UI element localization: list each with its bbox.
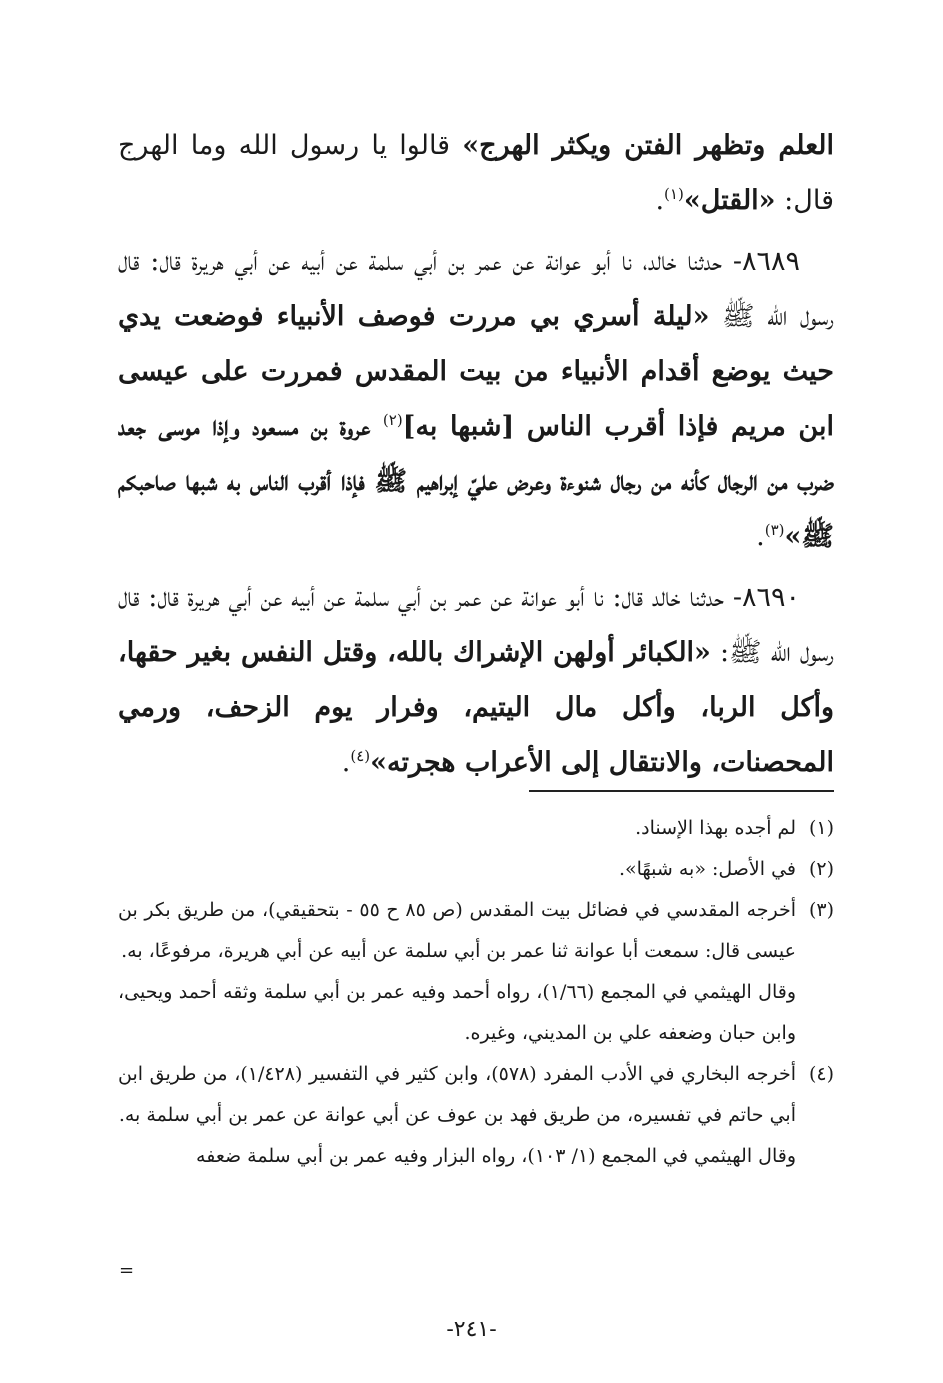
period: . — [655, 185, 665, 216]
main-text — [118, 118, 834, 790]
footnote-text: لم أجده بهذا الإسناد. — [635, 817, 796, 839]
footnote-2 — [118, 849, 834, 890]
footnotes — [118, 808, 834, 1177]
period: . — [341, 747, 351, 778]
footnote-separator — [529, 790, 834, 792]
hadith-8689 — [118, 234, 834, 564]
footnote-ref-4[interactable]: (٤) — [350, 747, 371, 765]
bold-text: «القتل» — [683, 185, 776, 216]
isnad-text: ٨٦٩٠- حدثنا خالد قال: نا أبو عوانة عن عمر بن أبي سلمة عن أبيه عن أبي هريرة قال: قال رسول الله ﷺ: — [118, 582, 835, 668]
footnote-text: أخرجه المقدسي في فضائل بيت المقدس (ص ٨٥ ح ٥٥ - بتحقيقي)، من طريق بكر بن عيسى قال: سمعت أبا عوانة ثنا عمر بن أبي سلمة عن أبيه عن أبي هريرة، مرفوعًا، به. — [118, 899, 797, 962]
hadith-8690 — [118, 570, 834, 790]
period: . — [756, 521, 765, 552]
footnote-3 — [118, 890, 834, 972]
footnote-ref-1[interactable]: (١) — [664, 185, 684, 203]
matn-text: «ليلة أسري بي مررت فوصف الأنبياء فوضعت يدي حيث يوضع أقدام الأنبياء من بيت المقدس فمررت على عيسى ابن مريم فإذا أقرب الناس [شبها به] — [118, 301, 834, 442]
matn-text: «الكبائر أولهن الإشراك بالله، وقتل النفس بغير حقها، وأكل الربا، وأكل مال اليتيم، وفرار يوم الزحف، ورمي المحصنات، والانتقال إلى الأعراب هجرته» — [118, 637, 834, 778]
footnote-3-continuation: وقال الهيثمي في المجمع (١/٦٦)، رواه أحمد وفيه عمر بن أبي سلمة وثقه أحمد ويحيى، وابن حبان وضعفه علي بن المديني، وغيره. — [118, 981, 796, 1044]
footnote-number: (٢) — [808, 858, 834, 880]
footnote-ref-2[interactable]: (٢) — [382, 411, 403, 429]
footnote-number: (٤) — [808, 1063, 834, 1085]
footnote-1 — [118, 808, 834, 849]
page-number: -٢٤١- — [446, 1317, 497, 1342]
footnote-number: (١) — [808, 817, 834, 839]
paragraph-1 — [118, 118, 834, 228]
footnote-4-continuation: وقال الهيثمي في المجمع (١/ ١٠٣)، رواه البزار وفيه عمر بن أبي سلمة ضعفه — [196, 1145, 796, 1167]
isnad-text: ٨٦٨٩- حدثنا خالد، نا أبو عوانة عن عمر بن أبي سلمة عن أبيه عن أبي هريرة قال: قال رسول الله ﷺ — [118, 246, 834, 332]
continuation-mark: = — [119, 1260, 135, 1281]
footnote-number: (٣) — [808, 899, 834, 921]
footnote-text: أخرجه البخاري في الأدب المفرد (٥٧٨)، وابن كثير في التفسير (١/٤٢٨)، من طريق ابن أبي حاتم في تفسيره، من طريق فهد بن عوف عن أبي عوانة عن عمر بن أبي سلمة به. — [118, 1063, 796, 1126]
matn-text: عروة بن مسعود وإذا موسى جعد ضرب من الرجال كأنه من رجال شنوءة وعرض عليّ إبراهيم ﷺ فإذا أقرب الناس به شبها صاحبكم ﷺ» — [118, 411, 834, 552]
plain-text: قالوا يا رسول الله وما الهرج قال: — [118, 130, 834, 216]
footnote-ref-3[interactable]: (٣) — [764, 521, 785, 539]
bold-text: العلم وتظهر الفتن ويكثر الهرج» — [462, 130, 834, 161]
footnote-4 — [118, 1054, 834, 1136]
footnote-text: في الأصل: «به شبهًا». — [618, 858, 796, 880]
